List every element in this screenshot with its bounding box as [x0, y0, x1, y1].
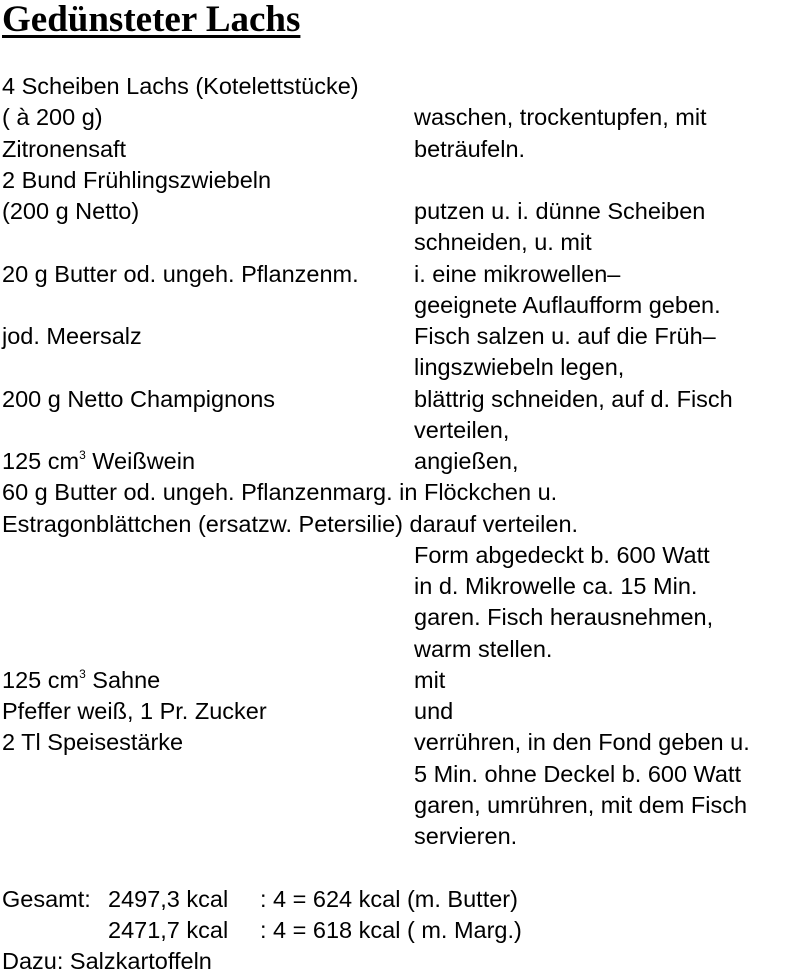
- instruction: servieren.: [414, 823, 518, 849]
- totals-label: Gesamt:: [2, 885, 91, 912]
- recipe-row: [2, 665, 796, 696]
- butter-total-kcal: 2497,3 kcal: [108, 885, 229, 912]
- ingredient-name: Sahne: [85, 666, 161, 693]
- recipe-row: [2, 540, 796, 571]
- recipe-row: [2, 321, 796, 352]
- ingredient: [2, 446, 195, 477]
- spacer: [2, 852, 796, 883]
- full-line: 60 g Butter od. ungeh. Pflanzenmarg. in Flöckchen u.: [2, 479, 558, 506]
- recipe-row: [2, 821, 796, 852]
- instruction: garen, umrühren, mit dem Fisch: [414, 791, 748, 818]
- recipe-row: [2, 165, 796, 196]
- recipe-row: [2, 259, 796, 290]
- recipe-row: [2, 446, 796, 477]
- instruction: blättrig schneiden, auf d. Fisch: [414, 385, 733, 412]
- instruction: verteilen,: [414, 416, 510, 443]
- instruction: 5 Min. ohne Deckel b. 600 Watt: [414, 760, 741, 787]
- recipe-row: [2, 227, 796, 258]
- ingredient: 200 g Netto Champignons: [2, 385, 276, 412]
- marg-per-portion: : 4 = 618 kcal ( m. Marg.): [260, 916, 522, 943]
- instruction: in d. Mikrowelle ca. 15 Min.: [414, 573, 698, 599]
- recipe-title: Gedünsteter Lachs: [2, 0, 301, 40]
- recipe-row: [2, 634, 796, 665]
- instruction: schneiden, u. mit: [414, 229, 592, 256]
- instruction: angießen,: [414, 448, 519, 474]
- ingredient-quantity: 125 cm: [2, 448, 80, 474]
- instruction: verrühren, in den Fond geben u.: [414, 729, 750, 756]
- recipe-row: [2, 134, 796, 165]
- recipe-row: [2, 727, 796, 758]
- superscript-exponent: 3: [79, 448, 86, 462]
- recipe-row: [2, 696, 796, 727]
- ingredient-name: Weißwein: [85, 448, 196, 474]
- recipe-row: [2, 759, 796, 790]
- recipe-row: [2, 415, 796, 446]
- ingredient: Pfeffer weiß, 1 Pr. Zucker: [2, 698, 267, 724]
- marg-total-kcal: 2471,7 kcal: [108, 916, 229, 943]
- recipe-row: [2, 477, 796, 508]
- ingredient-quantity: 125 cm: [2, 666, 80, 693]
- ingredient: 2 Bund Frühlingszwiebeln: [2, 166, 272, 193]
- instruction: beträufeln.: [414, 135, 526, 162]
- recipe-row: [2, 102, 796, 133]
- ingredient: Zitronensaft: [2, 135, 127, 162]
- instruction: mit: [414, 666, 446, 693]
- ingredient: 4 Scheiben Lachs (Kotelettstücke): [2, 73, 359, 99]
- instruction: Form abgedeckt b. 600 Watt: [414, 541, 710, 568]
- instruction: i. eine mikrowellen–: [414, 260, 621, 287]
- totals-row-marg: [2, 915, 796, 946]
- butter-per-portion: : 4 = 624 kcal (m. Butter): [260, 885, 518, 912]
- ingredient: 20 g Butter od. ungeh. Pflanzenm.: [2, 260, 359, 287]
- recipe-row: [2, 790, 796, 821]
- recipe-row: [2, 71, 796, 102]
- ingredient: 2 Tl Speisestärke: [2, 729, 184, 756]
- ingredient: [2, 665, 160, 696]
- instruction: Fisch salzen u. auf die Früh–: [414, 323, 716, 349]
- recipe-row: [2, 509, 796, 540]
- superscript-exponent: 3: [79, 666, 86, 681]
- recipe-row: [2, 196, 796, 227]
- instruction: und: [414, 698, 454, 724]
- ingredient: (200 g Netto): [2, 198, 140, 224]
- ingredient: jod. Meersalz: [2, 323, 142, 349]
- side-dish: Dazu: Salzkartoffeln: [2, 948, 212, 974]
- recipe-row: [2, 384, 796, 415]
- ingredient: ( à 200 g): [2, 104, 103, 131]
- instruction: waschen, trockentupfen, mit: [414, 104, 707, 131]
- instruction: geeignete Auflaufform geben.: [414, 291, 721, 318]
- full-line: Estragonblättchen (ersatzw. Petersilie) darauf verteilen.: [2, 510, 579, 537]
- instruction: warm stellen.: [414, 635, 553, 662]
- instruction: putzen u. i. dünne Scheiben: [414, 198, 706, 224]
- recipe-row: [2, 290, 796, 321]
- recipe-row: [2, 352, 796, 383]
- instruction: garen. Fisch herausnehmen,: [414, 604, 714, 631]
- totals-row-butter: [2, 884, 796, 915]
- recipe-row: [2, 571, 796, 602]
- instruction: lingszwiebeln legen,: [414, 354, 625, 381]
- calorie-totals: [2, 884, 796, 947]
- recipe-body: [2, 71, 796, 977]
- recipe-row: [2, 602, 796, 633]
